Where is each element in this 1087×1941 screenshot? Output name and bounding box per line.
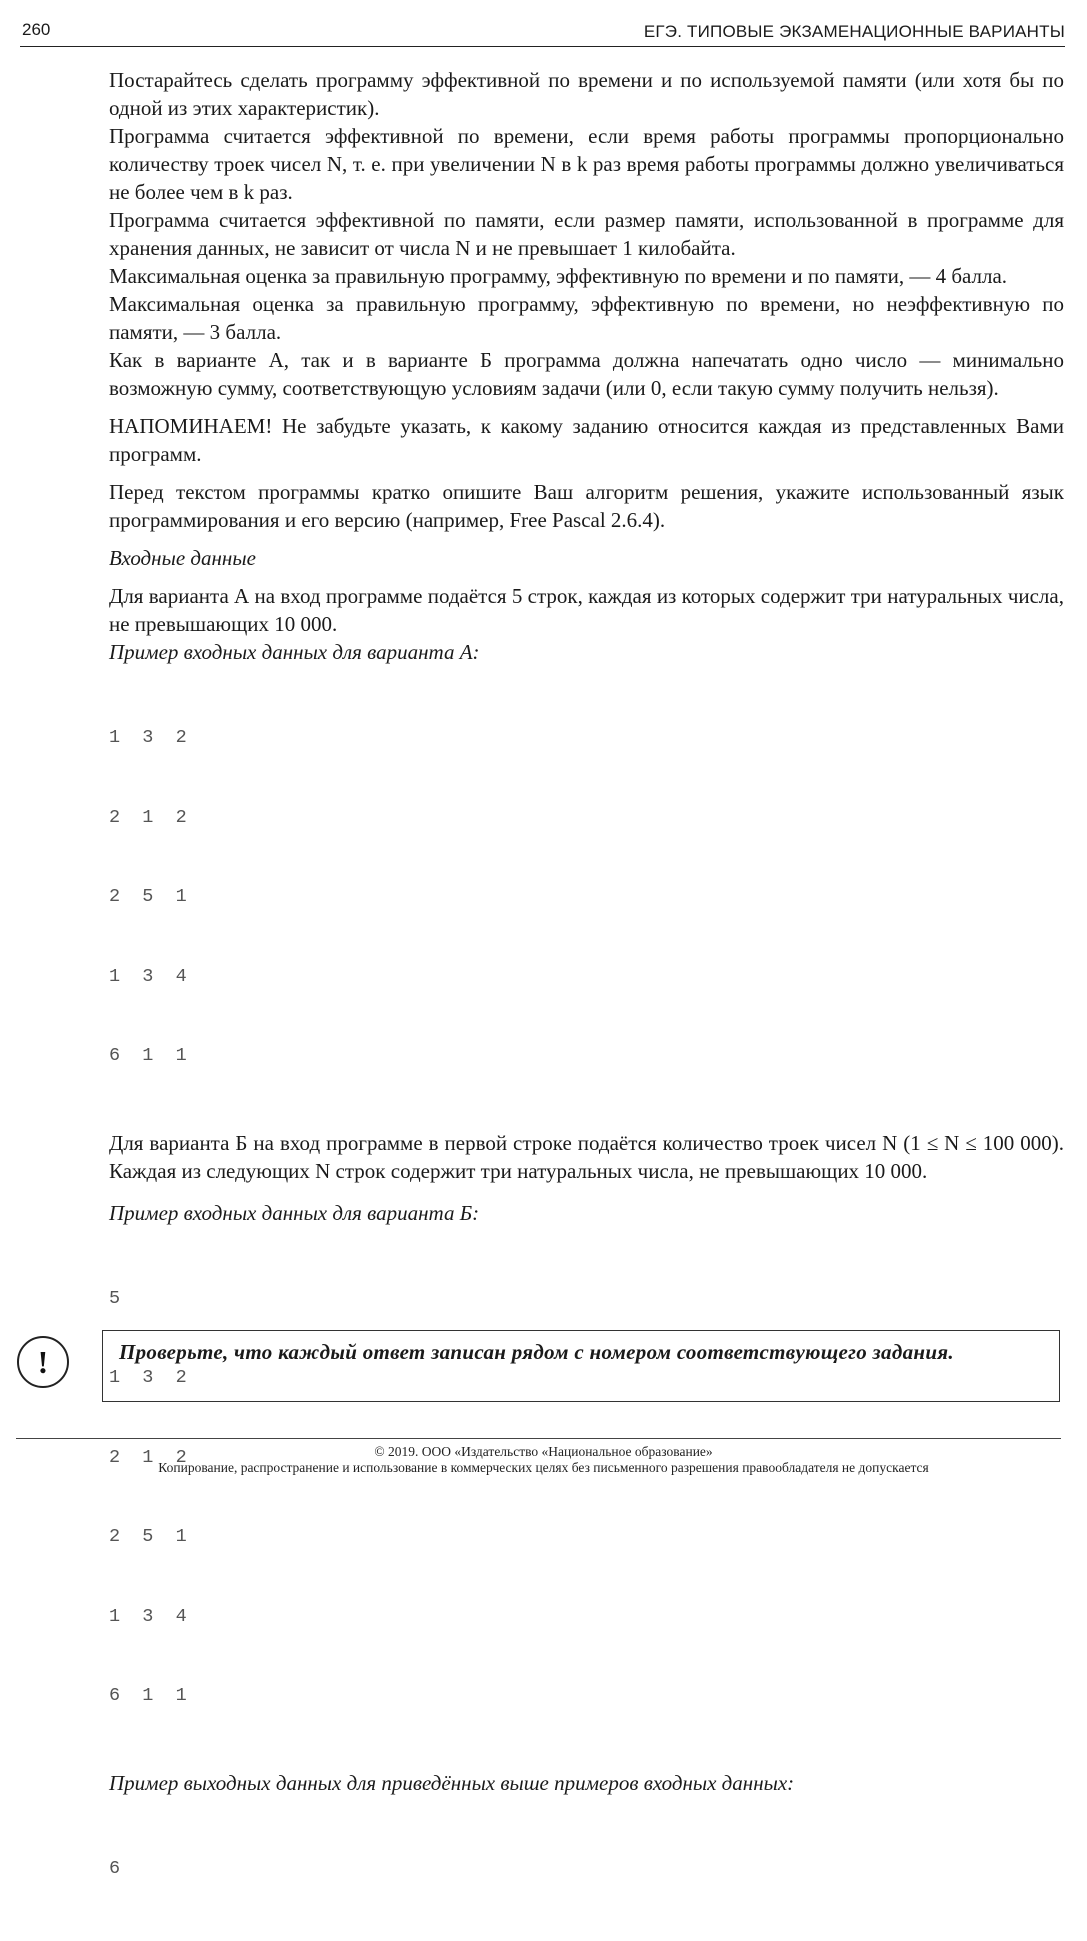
paragraph-max-score-4: Максимальная оценка за правильную программу, эффективную по времени и по памяти, — 4 балла.: [109, 264, 1008, 288]
footer-divider: [16, 1438, 1061, 1439]
example-output: [109, 1803, 1064, 1936]
exclamation-icon: !: [17, 1336, 69, 1388]
code-line: 2 1 2: [109, 806, 187, 828]
footer-copyright: © 2019. ООО «Издательство «Национальное образование»: [374, 1444, 713, 1459]
code-line: 6: [109, 1857, 121, 1879]
code-line: 1 3 4: [109, 965, 187, 987]
code-line: 2 5 1: [109, 1526, 187, 1547]
code-line: 1 3 4: [109, 1605, 187, 1627]
paragraph-algorithm-description: Перед текстом программы кратко опишите Ваш алгоритм решения, укажите использованный язык программирования и его версию (например, Free Pascal 2.6.4).: [109, 480, 1064, 532]
page-header: [20, 16, 1065, 47]
notice-box: [102, 1330, 1060, 1402]
notice-text: Проверьте, что каждый ответ записан рядом с номером соответствующего задания.: [119, 1340, 954, 1364]
example-a-label: Пример входных данных для варианта А:: [109, 640, 480, 664]
example-b-label: Пример входных данных для варианта Б:: [109, 1200, 480, 1225]
code-line: 2 1 2: [109, 1446, 187, 1468]
footer-notice: Копирование, распространение и использование в коммерческих целях без письменного разрешения правообладателя не допускается: [158, 1460, 929, 1475]
example-output-label: Пример выходных данных для приведённых выше примеров входных данных:: [109, 1770, 795, 1795]
paragraph-memory-efficiency: Программа считается эффективной по памяти, если размер памяти, использованной в программе для хранения данных, не зависит от числа N и не превышает 1 килобайта.: [109, 208, 1064, 260]
code-line: 5: [109, 1287, 121, 1309]
paragraph-time-efficiency: Программа считается эффективной по времени, если время работы программы пропорционально количеству троек чисел N, т. е. при увеличении N в k раз время работы программы должно увеличиваться не более чем в k раз.: [109, 124, 1064, 204]
paragraph-variant-a-input: Для варианта А на вход программе подаётся 5 строк, каждая из которых содержит три натуральных числа, не превышающих 10 000.: [109, 584, 1064, 636]
page-footer: [0, 1444, 1087, 1476]
paragraph-efficiency: Постарайтесь сделать программу эффективной по времени и по используемой памяти (или хотя бы по одной из этих характеристик).: [109, 68, 1064, 120]
code-line: 6 1 1: [109, 1045, 187, 1066]
code-line: 6 1 1: [109, 1685, 187, 1706]
code-line: 2 5 1: [109, 886, 187, 907]
paragraph-max-score-3: Максимальная оценка за правильную программу, эффективную по времени, но неэффективную по памяти, — 3 балла.: [109, 292, 1064, 344]
page-number: 260: [22, 20, 51, 39]
code-line: 1 3 2: [109, 1367, 187, 1388]
paragraph-variant-b-input: Для варианта Б на вход программе в первой строке подаётся количество троек чисел N (1 ≤ N ≤ 100 000). Каждая из следующих N строк содержит три натуральных числа, не превышающих 10 000.: [109, 1130, 1064, 1183]
example-a-input: [109, 672, 1064, 1123]
example-b-input: [109, 1233, 1064, 1763]
paragraph-output-requirement: Как в варианте А, так и в варианте Б программа должна напечатать одно число — минимально возможную сумму, соответствующую условиям задачи (или 0, если такую сумму получить нельзя).: [109, 348, 1064, 400]
page-content: [109, 66, 1064, 1941]
code-line: 1 3 2: [109, 727, 187, 748]
paragraph-reminder: НАПОМИНАЕМ! Не забудьте указать, к какому заданию относится каждая из представленных Вами программ.: [109, 414, 1064, 466]
running-head: ЕГЭ. ТИПОВЫЕ ЭКЗАМЕНАЦИОННЫЕ ВАРИАНТЫ: [643, 22, 1065, 41]
input-data-heading: Входные данные: [109, 546, 256, 570]
